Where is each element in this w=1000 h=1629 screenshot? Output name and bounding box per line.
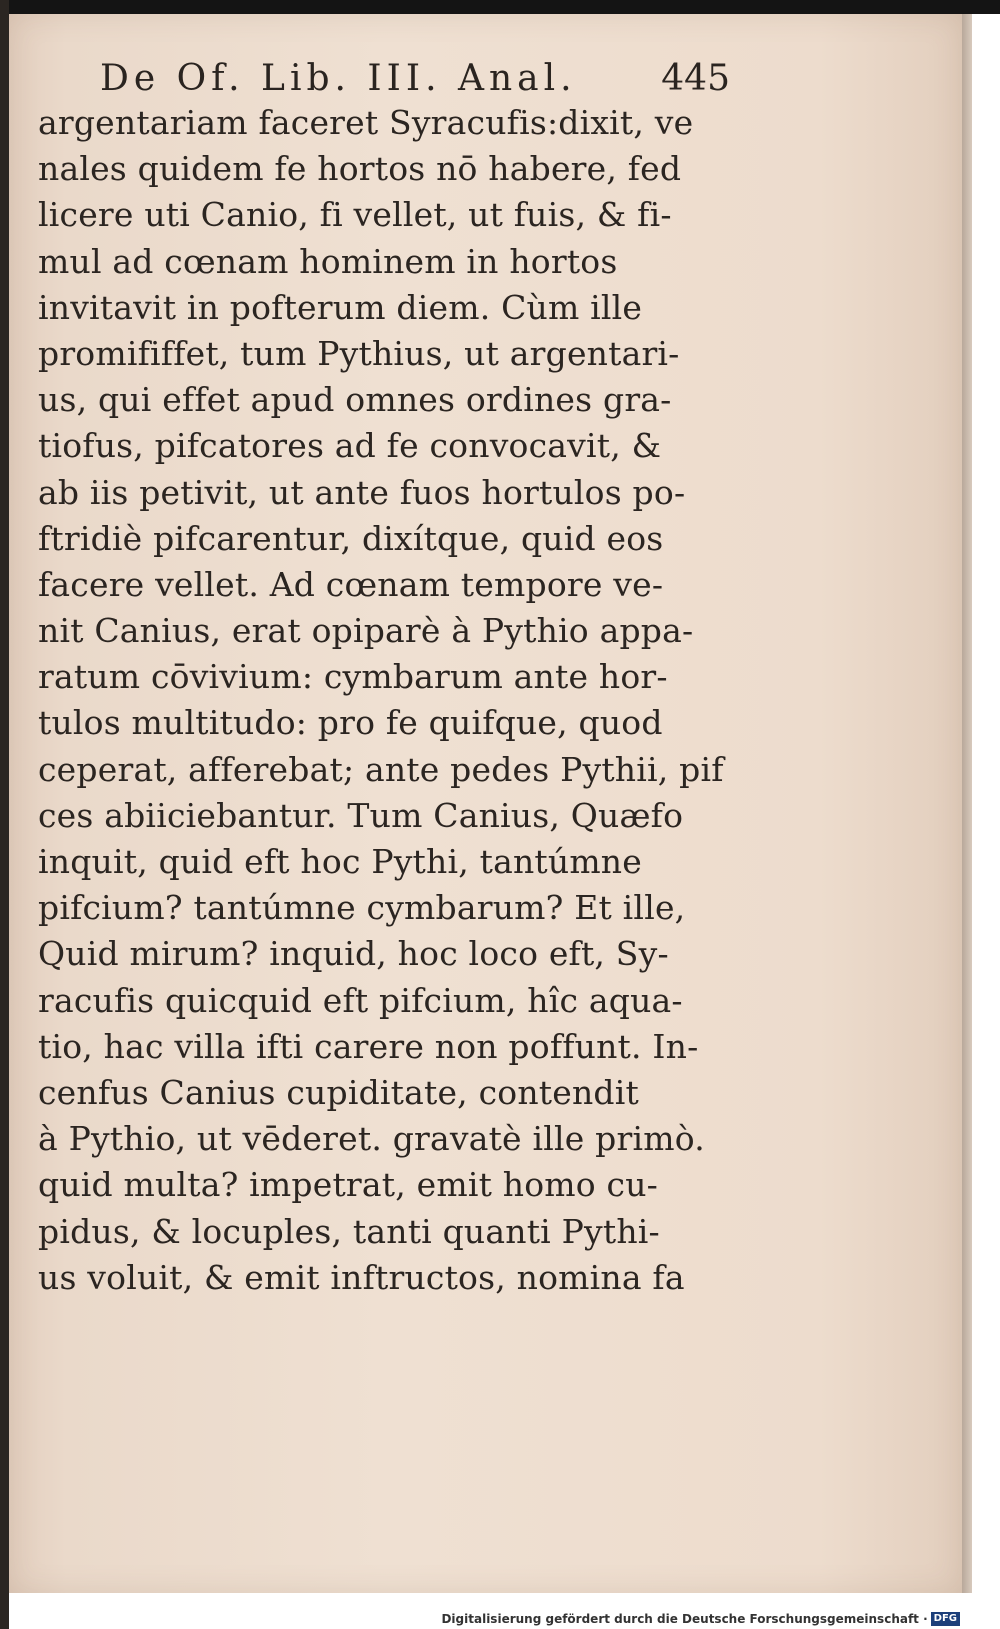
scanner-top-border [0, 0, 1000, 14]
text-line: racufis quicquid eft pifcium, hîc aqua- [38, 980, 683, 1020]
book-binding-edge [0, 0, 9, 1629]
text-line: ab iis petivit, ut ante fuos hortulos po- [38, 472, 686, 512]
text-line: mul ad cœnam hominem in hortos [38, 241, 618, 281]
text-line: nales quidem fe hortos nō habere, fed [38, 149, 682, 189]
text-line: pidus, & locuples, tanti quanti Pythi- [38, 1211, 660, 1251]
text-line: ratum cōvivium: cymbarum ante hor- [38, 657, 668, 697]
text-line: tulos multitudo: pro fe quifque, quod [38, 703, 663, 743]
running-head: De Of. Lib. III. Anal. [100, 58, 577, 99]
text-line: à Pythio, ut vēderet. gravatè ille primò. [38, 1119, 705, 1159]
text-line: licere uti Canio, fi vellet, ut fuis, & fi- [38, 195, 672, 235]
text-line: Quid mirum? inquid, hoc loco eft, Sy- [38, 934, 669, 974]
text-line: invitavit in pofterum diem. Cùm ille [38, 287, 643, 327]
text-line: argentariam faceret Syracufis:dixit, ve [38, 103, 694, 142]
text-line: us voluit, & emit inftructos, nomina fa [38, 1257, 685, 1297]
dfg-logo: DFG [931, 1612, 960, 1626]
text-line: us, qui effet apud omnes ordines gra- [38, 380, 672, 420]
digitization-credit [441, 1610, 960, 1628]
credit-text: Digitalisierung gefördert durch die Deutsche Forschungsgemeinschaft · [441, 1612, 928, 1626]
text-line: ftridiè pifcarentur, dixítque, quid eos [38, 518, 664, 558]
text-line: quid multa? impetrat, emit homo cu- [38, 1165, 658, 1205]
text-line: cenfus Canius cupiditate, contendit [38, 1072, 639, 1112]
page-right-edge [962, 14, 972, 1593]
text-line: nit Canius, erat opiparè à Pythio appa- [38, 611, 694, 651]
text-line: inquit, quid eft hoc Pythi, tantúmne [38, 842, 642, 881]
text-line: ceperat, afferebat; ante pedes Pythii, pif [38, 749, 724, 789]
text-line: ces abiiciebantur. Tum Canius, Quæfo [38, 795, 684, 835]
body-text [38, 100, 738, 1301]
text-line: tiofus, pifcatores ad fe convocavit, & [38, 426, 662, 466]
page-number: 445 [661, 58, 730, 99]
text-line: tio, hac villa ifti carere non poffunt. In- [38, 1026, 699, 1066]
text-line: promififfet, tum Pythius, ut argentari- [38, 333, 680, 373]
text-line: facere vellet. Ad cœnam tempore ve- [38, 564, 664, 604]
text-line: pifcium? tantúmne cymbarum? Et ille, [38, 888, 686, 928]
